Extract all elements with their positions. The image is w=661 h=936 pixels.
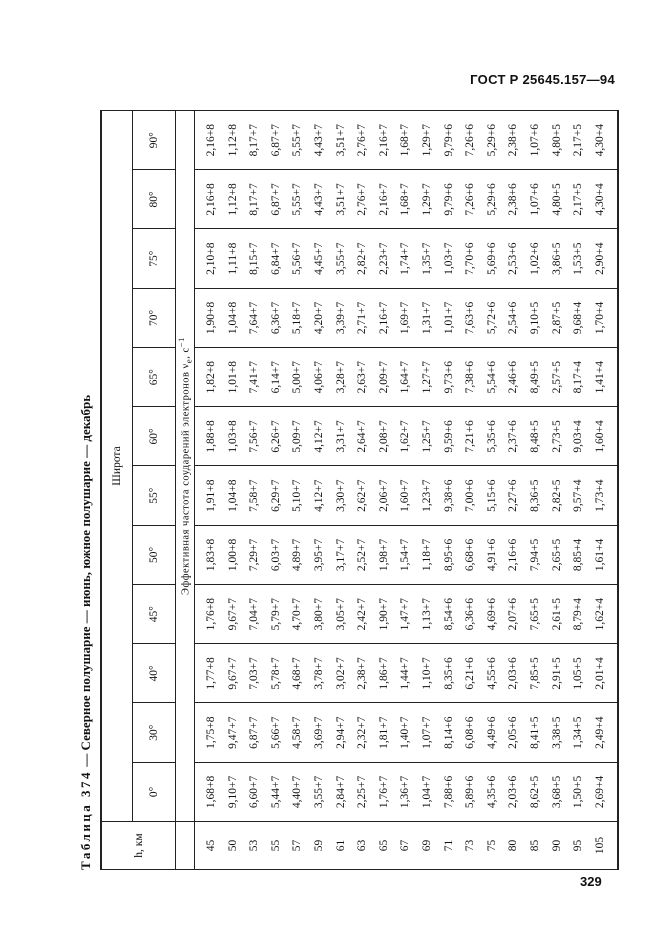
value-cell: 1,11+8 xyxy=(223,229,245,288)
value-cell: 6,26+7 xyxy=(266,407,288,466)
value-cell: 2,57+5 xyxy=(547,348,569,407)
value-cell: 2,76+7 xyxy=(352,170,374,229)
latitude-header-4: 50° xyxy=(133,525,176,584)
value-cell: 1,31+7 xyxy=(417,288,439,347)
altitude-cell: 90 xyxy=(547,822,569,870)
altitude-cell: 85 xyxy=(525,822,547,870)
group-header-latitude: Широта xyxy=(101,111,133,822)
value-cell: 4,68+7 xyxy=(287,644,309,703)
altitude-cell: 71 xyxy=(439,822,461,870)
value-cell: 5,56+7 xyxy=(287,229,309,288)
value-cell: 1,13+7 xyxy=(417,585,439,644)
table-row xyxy=(223,111,245,870)
value-cell: 1,68+7 xyxy=(395,111,417,170)
value-cell: 4,40+7 xyxy=(287,762,309,821)
value-cell: 8,41+5 xyxy=(525,703,547,762)
value-cell: 6,60+7 xyxy=(244,762,266,821)
table-row xyxy=(417,111,439,870)
rotated-table-block xyxy=(78,110,661,870)
value-cell: 4,35+6 xyxy=(482,762,504,821)
latitude-header-11: 90° xyxy=(133,111,176,170)
table-row xyxy=(460,111,482,870)
value-cell: 3,78+7 xyxy=(309,644,331,703)
value-cell: 1,76+8 xyxy=(195,585,223,644)
altitude-cell: 53 xyxy=(244,822,266,870)
value-cell: 7,85+5 xyxy=(525,644,547,703)
value-cell: 2,23+7 xyxy=(374,229,396,288)
value-cell: 2,38+6 xyxy=(503,111,525,170)
table-row xyxy=(395,111,417,870)
value-cell: 8,14+6 xyxy=(439,703,461,762)
value-cell: 6,87+7 xyxy=(266,170,288,229)
value-cell: 9,10+7 xyxy=(223,762,245,821)
value-cell: 2,91+5 xyxy=(547,644,569,703)
latitude-header-0: 0° xyxy=(133,762,176,821)
value-cell: 5,44+7 xyxy=(266,762,288,821)
document-code-header: ГОСТ Р 25645.157—94 xyxy=(470,72,615,87)
table-caption xyxy=(78,110,96,870)
table-row xyxy=(547,111,569,870)
table-row xyxy=(309,111,331,870)
table-row xyxy=(266,111,288,870)
value-cell: 2,01+4 xyxy=(590,644,619,703)
value-cell: 1,70+4 xyxy=(590,288,619,347)
value-cell: 3,68+5 xyxy=(547,762,569,821)
value-cell: 2,90+4 xyxy=(590,229,619,288)
value-cell: 8,15+7 xyxy=(244,229,266,288)
value-cell: 1,44+7 xyxy=(395,644,417,703)
value-cell: 7,26+6 xyxy=(460,170,482,229)
value-cell: 1,73+4 xyxy=(590,466,619,525)
value-cell: 2,16+7 xyxy=(374,170,396,229)
value-cell: 8,17+4 xyxy=(568,348,590,407)
value-cell: 2,52+7 xyxy=(352,525,374,584)
table-row xyxy=(244,111,266,870)
value-cell: 8,36+5 xyxy=(525,466,547,525)
value-cell: 1,68+8 xyxy=(195,762,223,821)
value-cell: 1,50+5 xyxy=(568,762,590,821)
value-cell: 1,36+7 xyxy=(395,762,417,821)
value-cell: 1,82+8 xyxy=(195,348,223,407)
value-cell: 8,49+5 xyxy=(525,348,547,407)
value-cell: 1,07+6 xyxy=(525,111,547,170)
altitude-cell: 73 xyxy=(460,822,482,870)
value-cell: 1,12+8 xyxy=(223,111,245,170)
subheader-unit: , с xyxy=(180,347,192,359)
value-cell: 6,87+7 xyxy=(244,703,266,762)
value-cell: 7,94+5 xyxy=(525,525,547,584)
value-cell: 1,90+8 xyxy=(195,288,223,347)
value-cell: 1,68+7 xyxy=(395,170,417,229)
value-cell: 2,17+5 xyxy=(568,170,590,229)
value-cell: 2,06+7 xyxy=(374,466,396,525)
value-cell: 1,01+7 xyxy=(439,288,461,347)
value-cell: 2,71+7 xyxy=(352,288,374,347)
value-cell: 1,04+8 xyxy=(223,466,245,525)
value-cell: 2,63+7 xyxy=(352,348,374,407)
value-cell: 6,21+6 xyxy=(460,644,482,703)
altitude-cell: 80 xyxy=(503,822,525,870)
value-cell: 2,46+6 xyxy=(503,348,525,407)
value-cell: 1,61+4 xyxy=(590,525,619,584)
value-cell: 2,27+6 xyxy=(503,466,525,525)
value-cell: 1,34+5 xyxy=(568,703,590,762)
value-cell: 1,54+7 xyxy=(395,525,417,584)
value-cell: 5,66+7 xyxy=(266,703,288,762)
value-cell: 4,91+6 xyxy=(482,525,504,584)
value-cell: 3,38+5 xyxy=(547,703,569,762)
value-cell: 2,37+6 xyxy=(503,407,525,466)
value-cell: 4,30+4 xyxy=(590,111,619,170)
value-cell: 5,29+6 xyxy=(482,170,504,229)
subheader-exponent: −1 xyxy=(176,337,187,348)
value-cell: 1,23+7 xyxy=(417,466,439,525)
value-cell: 4,80+5 xyxy=(547,170,569,229)
value-cell: 3,55+7 xyxy=(309,762,331,821)
altitude-cell: 105 xyxy=(590,822,619,870)
value-cell: 4,89+7 xyxy=(287,525,309,584)
latitude-header-5: 55° xyxy=(133,466,176,525)
value-cell: 6,08+6 xyxy=(460,703,482,762)
value-cell: 1,77+8 xyxy=(195,644,223,703)
value-cell: 3,51+7 xyxy=(331,111,353,170)
altitude-cell: 61 xyxy=(331,822,353,870)
value-cell: 2,49+4 xyxy=(590,703,619,762)
value-cell: 4,43+7 xyxy=(309,170,331,229)
value-cell: 1,40+7 xyxy=(395,703,417,762)
table-row xyxy=(374,111,396,870)
latitude-header-1: 30° xyxy=(133,703,176,762)
value-cell: 8,62+5 xyxy=(525,762,547,821)
value-cell: 5,55+7 xyxy=(287,170,309,229)
value-cell: 2,07+6 xyxy=(503,585,525,644)
value-cell: 5,15+6 xyxy=(482,466,504,525)
value-cell: 4,12+7 xyxy=(309,407,331,466)
value-cell: 2,73+5 xyxy=(547,407,569,466)
value-cell: 2,82+7 xyxy=(352,229,374,288)
value-cell: 9,10+5 xyxy=(525,288,547,347)
value-cell: 9,03+4 xyxy=(568,407,590,466)
value-cell: 2,94+7 xyxy=(331,703,353,762)
value-cell: 5,00+7 xyxy=(287,348,309,407)
value-cell: 1,62+7 xyxy=(395,407,417,466)
value-cell: 2,82+5 xyxy=(547,466,569,525)
value-cell: 5,54+6 xyxy=(482,348,504,407)
value-cell: 3,69+7 xyxy=(309,703,331,762)
value-cell: 8,35+6 xyxy=(439,644,461,703)
value-cell: 2,61+5 xyxy=(547,585,569,644)
value-cell: 2,16+6 xyxy=(503,525,525,584)
value-cell: 3,05+7 xyxy=(331,585,353,644)
value-cell: 3,39+7 xyxy=(331,288,353,347)
latitude-header-8: 70° xyxy=(133,288,176,347)
value-cell: 1,04+8 xyxy=(223,288,245,347)
subheader-spacer xyxy=(176,822,195,870)
value-cell: 1,29+7 xyxy=(417,170,439,229)
value-cell: 1,29+7 xyxy=(417,111,439,170)
value-cell: 1,98+7 xyxy=(374,525,396,584)
value-cell: 1,01+8 xyxy=(223,348,245,407)
value-cell: 1,03+8 xyxy=(223,407,245,466)
value-cell: 3,31+7 xyxy=(331,407,353,466)
value-cell: 1,86+7 xyxy=(374,644,396,703)
value-cell: 3,86+5 xyxy=(547,229,569,288)
value-cell: 9,59+6 xyxy=(439,407,461,466)
value-cell: 1,88+8 xyxy=(195,407,223,466)
value-cell: 1,75+8 xyxy=(195,703,223,762)
value-cell: 4,58+7 xyxy=(287,703,309,762)
altitude-cell: 69 xyxy=(417,822,439,870)
value-cell: 2,09+7 xyxy=(374,348,396,407)
value-cell: 7,04+7 xyxy=(244,585,266,644)
value-cell: 9,47+7 xyxy=(223,703,245,762)
value-cell: 5,69+6 xyxy=(482,229,504,288)
subheader-quantity xyxy=(176,111,195,822)
altitude-cell: 67 xyxy=(395,822,417,870)
value-cell: 2,08+7 xyxy=(374,407,396,466)
table-caption-text: — Северное полушарие — июнь, южное полушарие — декабрь xyxy=(78,394,93,770)
value-cell: 1,91+8 xyxy=(195,466,223,525)
value-cell: 9,67+7 xyxy=(223,644,245,703)
table-row xyxy=(590,111,619,870)
value-cell: 4,06+7 xyxy=(309,348,331,407)
value-cell: 2,17+5 xyxy=(568,111,590,170)
value-cell: 5,78+7 xyxy=(266,644,288,703)
value-cell: 5,29+6 xyxy=(482,111,504,170)
table-row xyxy=(568,111,590,870)
value-cell: 2,76+7 xyxy=(352,111,374,170)
value-cell: 1,81+7 xyxy=(374,703,396,762)
value-cell: 1,74+7 xyxy=(395,229,417,288)
value-cell: 8,79+4 xyxy=(568,585,590,644)
latitude-header-3: 45° xyxy=(133,585,176,644)
value-cell: 5,35+6 xyxy=(482,407,504,466)
value-cell: 6,03+7 xyxy=(266,525,288,584)
value-cell: 6,68+6 xyxy=(460,525,482,584)
value-cell: 2,03+6 xyxy=(503,762,525,821)
value-cell: 2,65+5 xyxy=(547,525,569,584)
table-row xyxy=(525,111,547,870)
row-header-altitude: h, км xyxy=(101,822,176,870)
value-cell: 1,25+7 xyxy=(417,407,439,466)
value-cell: 9,79+6 xyxy=(439,111,461,170)
value-cell: 2,54+6 xyxy=(503,288,525,347)
table-row xyxy=(195,111,223,870)
value-cell: 6,36+6 xyxy=(460,585,482,644)
value-cell: 1,07+7 xyxy=(417,703,439,762)
latitude-header-10: 80° xyxy=(133,170,176,229)
value-cell: 7,65+5 xyxy=(525,585,547,644)
value-cell: 7,58+7 xyxy=(244,466,266,525)
value-cell: 8,17+7 xyxy=(244,170,266,229)
table-row xyxy=(503,111,525,870)
value-cell: 4,43+7 xyxy=(309,111,331,170)
value-cell: 7,21+6 xyxy=(460,407,482,466)
value-cell: 2,16+8 xyxy=(195,111,223,170)
value-cell: 4,20+7 xyxy=(309,288,331,347)
value-cell: 1,04+7 xyxy=(417,762,439,821)
value-cell: 1,10+7 xyxy=(417,644,439,703)
value-cell: 4,30+4 xyxy=(590,170,619,229)
value-cell: 7,29+7 xyxy=(244,525,266,584)
value-cell: 4,45+7 xyxy=(309,229,331,288)
value-cell: 1,18+7 xyxy=(417,525,439,584)
value-cell: 7,64+7 xyxy=(244,288,266,347)
value-cell: 1,76+7 xyxy=(374,762,396,821)
value-cell: 2,05+6 xyxy=(503,703,525,762)
value-cell: 3,80+7 xyxy=(309,585,331,644)
value-cell: 2,03+6 xyxy=(503,644,525,703)
value-cell: 5,10+7 xyxy=(287,466,309,525)
value-cell: 1,41+4 xyxy=(590,348,619,407)
altitude-cell: 50 xyxy=(223,822,245,870)
latitude-header-6: 60° xyxy=(133,407,176,466)
value-cell: 1,60+4 xyxy=(590,407,619,466)
value-cell: 7,70+6 xyxy=(460,229,482,288)
value-cell: 1,03+7 xyxy=(439,229,461,288)
value-cell: 9,68+4 xyxy=(568,288,590,347)
altitude-cell: 63 xyxy=(352,822,374,870)
value-cell: 9,57+4 xyxy=(568,466,590,525)
value-cell: 2,16+7 xyxy=(374,288,396,347)
value-cell: 2,87+5 xyxy=(547,288,569,347)
value-cell: 7,63+6 xyxy=(460,288,482,347)
value-cell: 6,14+7 xyxy=(266,348,288,407)
value-cell: 4,80+5 xyxy=(547,111,569,170)
table-caption-label: Таблица 374 xyxy=(78,769,93,870)
value-cell: 1,90+7 xyxy=(374,585,396,644)
value-cell: 9,79+6 xyxy=(439,170,461,229)
value-cell: 2,32+7 xyxy=(352,703,374,762)
value-cell: 3,17+7 xyxy=(331,525,353,584)
value-cell: 5,79+7 xyxy=(266,585,288,644)
value-cell: 2,62+7 xyxy=(352,466,374,525)
latitude-header-2: 40° xyxy=(133,644,176,703)
value-cell: 1,05+5 xyxy=(568,644,590,703)
latitude-header-9: 75° xyxy=(133,229,176,288)
value-cell: 1,62+4 xyxy=(590,585,619,644)
value-cell: 1,64+7 xyxy=(395,348,417,407)
altitude-cell: 59 xyxy=(309,822,331,870)
value-cell: 5,89+6 xyxy=(460,762,482,821)
value-cell: 4,12+7 xyxy=(309,466,331,525)
value-cell: 1,53+5 xyxy=(568,229,590,288)
subheader-text: Эффективная частота соударений электронов ν xyxy=(180,363,192,595)
value-cell: 8,17+7 xyxy=(244,111,266,170)
value-cell: 8,48+5 xyxy=(525,407,547,466)
altitude-cell: 45 xyxy=(195,822,223,870)
value-cell: 9,38+6 xyxy=(439,466,461,525)
latitude-header-7: 65° xyxy=(133,348,176,407)
page-number: 329 xyxy=(580,874,602,889)
value-cell: 8,54+6 xyxy=(439,585,461,644)
value-cell: 7,41+7 xyxy=(244,348,266,407)
value-cell: 2,84+7 xyxy=(331,762,353,821)
value-cell: 2,16+7 xyxy=(374,111,396,170)
value-cell: 5,18+7 xyxy=(287,288,309,347)
altitude-cell: 55 xyxy=(266,822,288,870)
altitude-cell: 75 xyxy=(482,822,504,870)
value-cell: 8,85+4 xyxy=(568,525,590,584)
value-cell: 2,64+7 xyxy=(352,407,374,466)
value-cell: 3,30+7 xyxy=(331,466,353,525)
value-cell: 1,00+8 xyxy=(223,525,245,584)
value-cell: 1,69+7 xyxy=(395,288,417,347)
table-row xyxy=(331,111,353,870)
altitude-cell: 95 xyxy=(568,822,590,870)
value-cell: 1,35+7 xyxy=(417,229,439,288)
value-cell: 9,73+6 xyxy=(439,348,461,407)
value-cell: 2,38+6 xyxy=(503,170,525,229)
value-cell: 2,25+7 xyxy=(352,762,374,821)
table-row xyxy=(287,111,309,870)
table-row xyxy=(482,111,504,870)
subheader-subscript: e xyxy=(183,358,194,364)
value-cell: 5,72+6 xyxy=(482,288,504,347)
value-cell: 4,69+6 xyxy=(482,585,504,644)
value-cell: 7,56+7 xyxy=(244,407,266,466)
value-cell: 3,28+7 xyxy=(331,348,353,407)
value-cell: 1,07+6 xyxy=(525,170,547,229)
altitude-cell: 65 xyxy=(374,822,396,870)
value-cell: 1,83+8 xyxy=(195,525,223,584)
value-cell: 3,95+7 xyxy=(309,525,331,584)
value-cell: 3,02+7 xyxy=(331,644,353,703)
value-cell: 7,88+6 xyxy=(439,762,461,821)
value-cell: 3,55+7 xyxy=(331,229,353,288)
value-cell: 7,26+6 xyxy=(460,111,482,170)
value-cell: 4,49+6 xyxy=(482,703,504,762)
value-cell: 2,42+7 xyxy=(352,585,374,644)
value-cell: 6,84+7 xyxy=(266,229,288,288)
value-cell: 1,47+7 xyxy=(395,585,417,644)
value-cell: 7,03+7 xyxy=(244,644,266,703)
value-cell: 5,55+7 xyxy=(287,111,309,170)
value-cell: 6,87+7 xyxy=(266,111,288,170)
collision-frequency-table xyxy=(100,110,619,870)
value-cell: 1,60+7 xyxy=(395,466,417,525)
value-cell: 3,51+7 xyxy=(331,170,353,229)
value-cell: 2,53+6 xyxy=(503,229,525,288)
value-cell: 1,02+6 xyxy=(525,229,547,288)
value-cell: 4,70+7 xyxy=(287,585,309,644)
value-cell: 6,36+7 xyxy=(266,288,288,347)
value-cell: 8,95+6 xyxy=(439,525,461,584)
value-cell: 1,12+8 xyxy=(223,170,245,229)
value-cell: 2,38+7 xyxy=(352,644,374,703)
table-row xyxy=(439,111,461,870)
value-cell: 4,55+6 xyxy=(482,644,504,703)
value-cell: 7,38+6 xyxy=(460,348,482,407)
table-row xyxy=(352,111,374,870)
value-cell: 5,09+7 xyxy=(287,407,309,466)
altitude-cell: 57 xyxy=(287,822,309,870)
value-cell: 2,10+8 xyxy=(195,229,223,288)
value-cell: 1,27+7 xyxy=(417,348,439,407)
value-cell: 9,67+7 xyxy=(223,585,245,644)
value-cell: 2,69+4 xyxy=(590,762,619,821)
value-cell: 6,29+7 xyxy=(266,466,288,525)
value-cell: 2,16+8 xyxy=(195,170,223,229)
value-cell: 7,00+6 xyxy=(460,466,482,525)
